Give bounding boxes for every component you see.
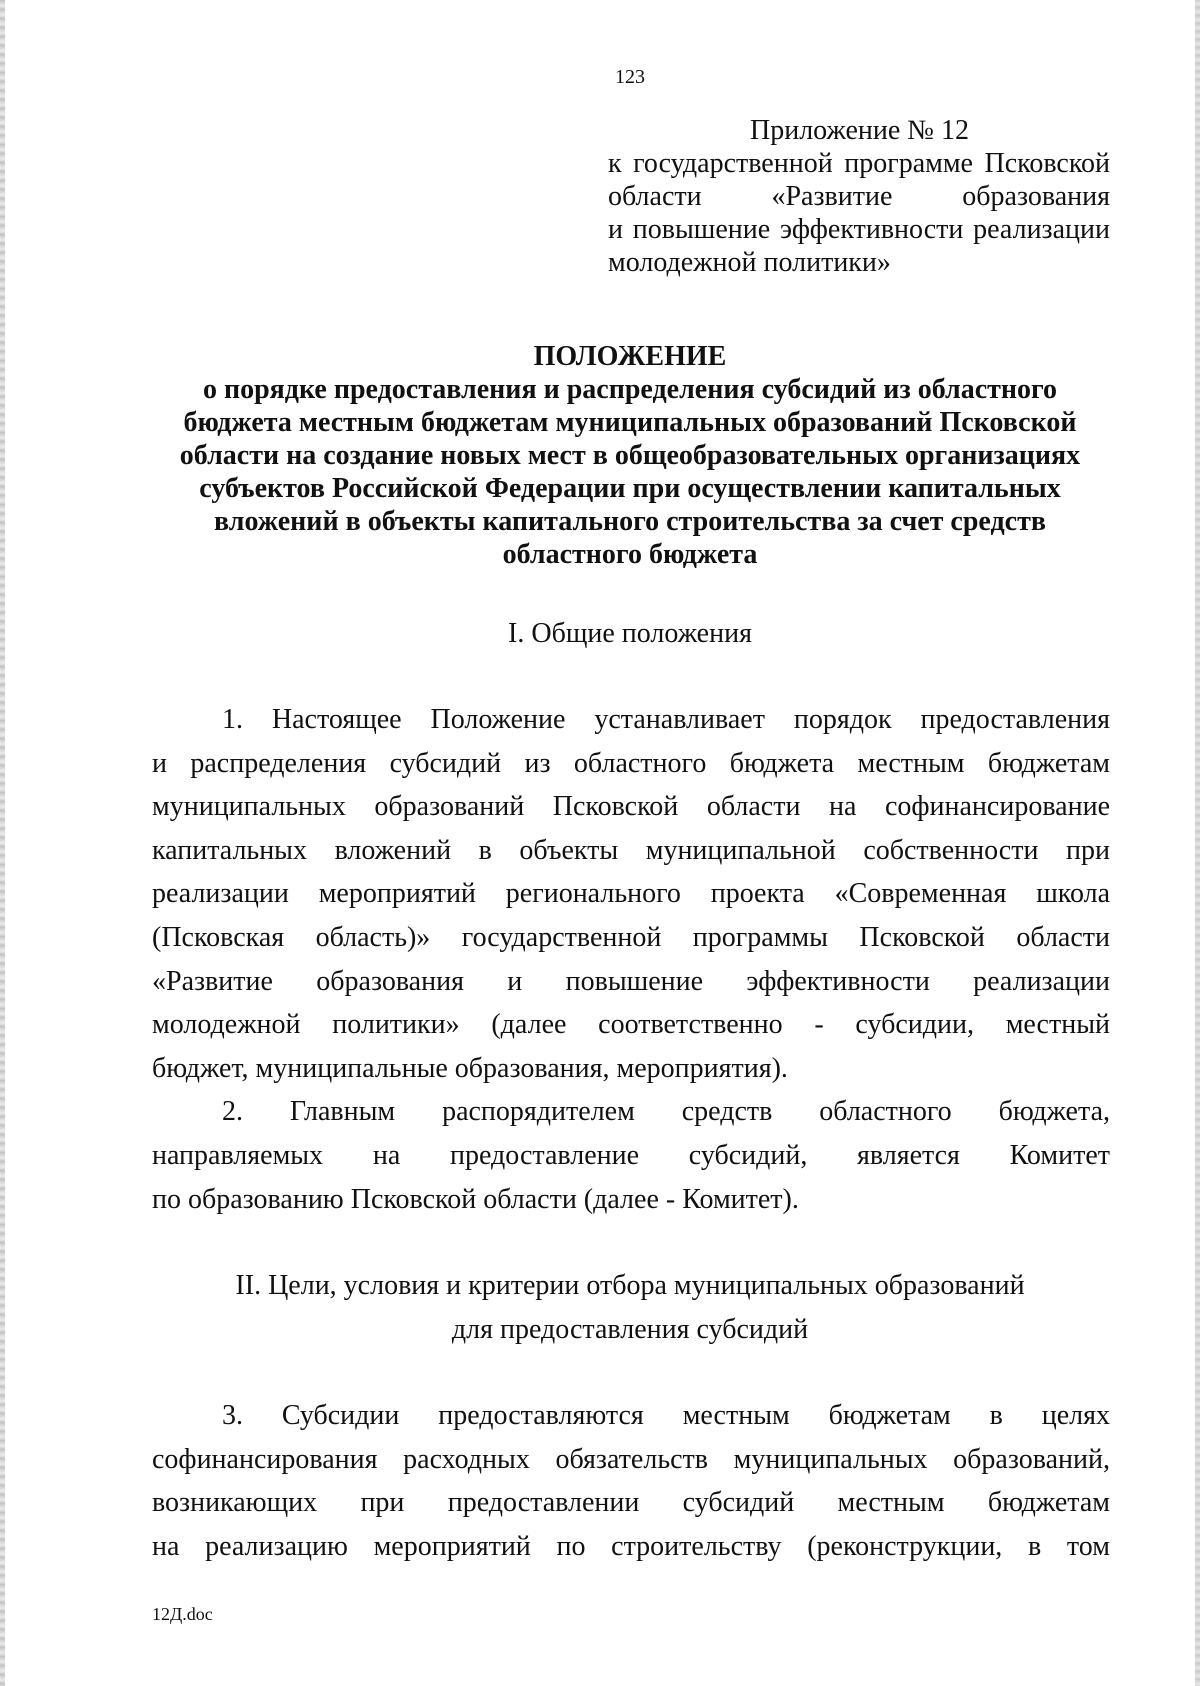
section-2-heading <box>150 1264 1110 1352</box>
appendix-line: молодежной политики» <box>608 247 891 278</box>
paragraph-line: «Развитие образования и повышение эффективности реализации <box>152 965 1110 997</box>
paragraph-line: по образованию Псковской области (далее - Комитет). <box>152 1183 799 1215</box>
paragraph-line: капитальных вложений в объекты муниципальной собственности при <box>152 834 1110 866</box>
paragraph-line: молодежной политики» (далее соответственно - субсидии, местный <box>152 1009 1110 1041</box>
paragraph-line: бюджет, муниципальные образования, мероприятия). <box>152 1052 788 1084</box>
scan-edge-right <box>1195 0 1200 1686</box>
paragraph-line: 2. Главным распорядителем средств областного бюджета, <box>222 1096 1110 1128</box>
title-line: о порядке предоставления и распределения субсидий из областного <box>202 374 1058 405</box>
paragraph-line: 1. Настоящее Положение устанавливает порядок предоставления <box>222 704 1110 735</box>
title-heading: ПОЛОЖЕНИЕ <box>533 341 727 372</box>
appendix-line: и повышение эффективности реализации <box>608 214 1110 245</box>
section-heading-line: II. Цели, условия и критерии отбора муниципальных образований <box>235 1270 1025 1301</box>
paragraph-line: на реализацию мероприятий по строительству (реконструкции, в том <box>152 1530 1110 1562</box>
paragraph-line: возникающих при предоставлении субсидий местным бюджетам <box>152 1487 1110 1519</box>
paragraph-line: направляемых на предоставление субсидий, является Комитет <box>152 1139 1110 1171</box>
section-1-paragraph-1 <box>152 698 1110 1221</box>
paragraph-line: (Псковская область)» государственной программы Псковской области <box>152 921 1110 953</box>
title-line: областного бюджета <box>502 539 758 570</box>
title-line: бюджета местным бюджетам муниципальных образований Псковской <box>183 407 1077 438</box>
title-line: области на создание новых мест в общеобразовательных организациях <box>179 440 1081 471</box>
section-2-paragraph-3 <box>152 1394 1110 1568</box>
paragraph-line: реализации мероприятий регионального проекта «Современная школа <box>152 878 1110 910</box>
section-heading-line: I. Общие положения <box>508 618 752 649</box>
section-1-heading <box>150 612 1110 656</box>
appendix-line: к государственной программе Псковской <box>608 148 1110 179</box>
paragraph-line: софинансирования расходных обязательств муниципальных образований, <box>152 1443 1110 1475</box>
footer-filename: 12Д.doc <box>152 1604 213 1624</box>
paragraph-line: 3. Субсидии предоставляются местным бюджетам в целях <box>222 1400 1110 1431</box>
appendix-number: Приложение № 12 <box>750 115 969 146</box>
paragraph-line: муниципальных образований Псковской области на софинансирование <box>152 791 1110 823</box>
title-line: вложений в объекты капитального строительства за счет средств <box>214 506 1046 537</box>
paragraph-line: и распределения субсидий из областного бюджета местным бюджетам <box>152 747 1110 779</box>
title-line: субъектов Российской Федерации при осуществлении капитальных <box>199 473 1061 504</box>
appendix-line: области «Развитие образования <box>608 181 1110 212</box>
page-number: 123 <box>615 66 645 88</box>
appendix-block <box>608 114 1110 279</box>
document-title <box>150 340 1110 571</box>
section-heading-line: для предоставления субсидий <box>451 1314 809 1345</box>
scan-edge-left <box>0 0 5 1686</box>
